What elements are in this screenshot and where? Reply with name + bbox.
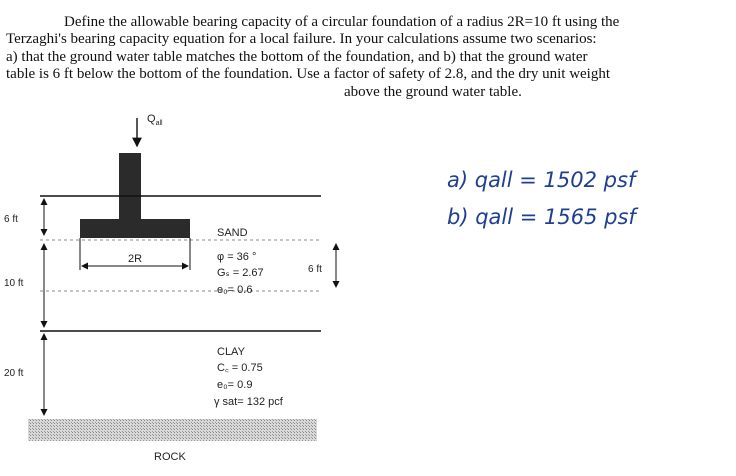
rock-label: ROCK [154, 451, 186, 463]
clay-e0: e₀= 0.9 [217, 379, 253, 391]
problem-line-2: Terzaghi's bearing capacity equation for a local failure. In your calculations assume two scenarios: [6, 31, 597, 48]
depth-label-6ft: 6 ft [4, 214, 18, 225]
sand-gs: Gₛ = 2.67 [217, 267, 264, 279]
foundation-footing [80, 219, 190, 238]
width-label: 2R [128, 253, 143, 265]
foundation-column [119, 153, 141, 225]
gwt-label: 6 ft [308, 264, 322, 275]
answer-a: a) qall = 1502 psf [447, 168, 636, 192]
depth-label-20ft: 20 ft [4, 368, 24, 379]
sand-phi: φ = 36 ° [217, 251, 257, 263]
clay-cc: C꜀ = 0.75 [217, 362, 263, 374]
answer-b: b) qall = 1565 psf [447, 205, 636, 229]
sand-title: SAND [217, 227, 248, 239]
sand-e0: e₀= 0.6 [217, 284, 253, 296]
problem-line-5: above the ground water table. [344, 83, 522, 100]
depth-label-10ft: 10 ft [4, 278, 24, 289]
problem-line-1: Define the allowable bearing capacity of a circular foundation of a radius 2R=10 ft using the [64, 14, 620, 30]
load-label: $Q_{all}$ [147, 113, 163, 127]
problem-line-3: a) that the ground water table matches the bottom of the foundation, and b) that the ground water [6, 48, 588, 65]
clay-title: CLAY [217, 346, 245, 358]
clay-gamma: γ sat= 132 pcf [214, 396, 283, 408]
problem-line-4: table is 6 ft below the bottom of the foundation. Use a factor of safety of 2.8, and the dry unit weight [6, 66, 611, 83]
rock-layer [28, 419, 317, 441]
